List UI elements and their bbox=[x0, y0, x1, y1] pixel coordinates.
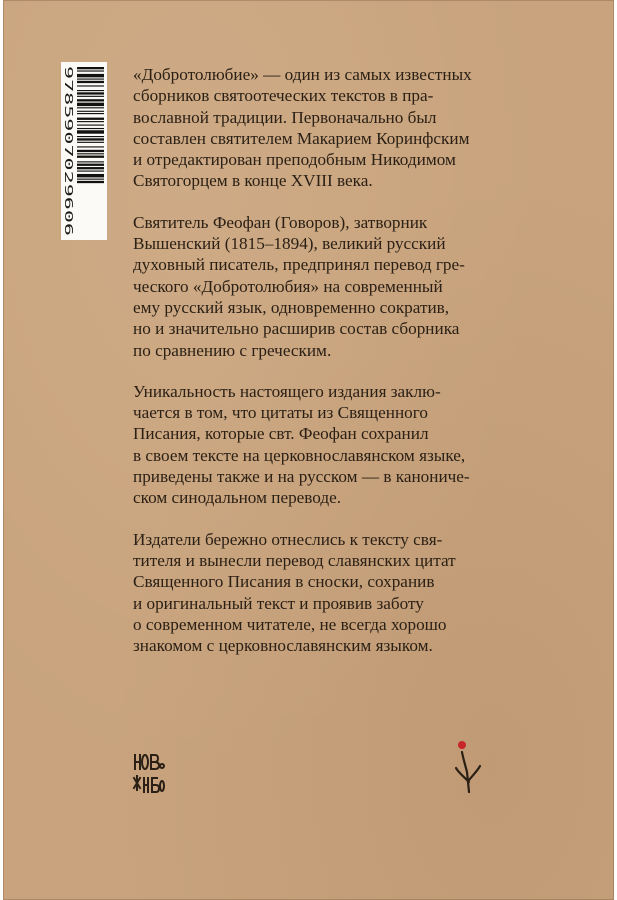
text-line: по сравнению с греческим. bbox=[133, 340, 332, 360]
text-line: Писания, которые свт. Феофан сохранил bbox=[133, 424, 429, 444]
barcode-bar bbox=[77, 179, 104, 180]
text-line: составлен святителем Макарием Коринфским bbox=[133, 128, 470, 148]
barcode-bar bbox=[77, 70, 104, 71]
barcode-bar bbox=[77, 118, 104, 120]
barcode-bar bbox=[77, 99, 104, 101]
flower-icon bbox=[449, 738, 485, 796]
text-line: знакомом с церковнославянским языком. bbox=[133, 636, 433, 656]
text-line: Священного Писания в сноски, сохранив bbox=[133, 572, 435, 592]
text-line: чается в том, что цитаты из Священного bbox=[133, 403, 428, 423]
description-text bbox=[133, 64, 563, 676]
barcode-bar bbox=[77, 128, 104, 129]
barcode-bar bbox=[77, 136, 104, 137]
book-back-cover bbox=[3, 0, 614, 900]
paragraph bbox=[133, 212, 563, 361]
text-line: «Добротолюбие» — один из самых известных bbox=[133, 65, 472, 84]
text-line: ческого «Добротолюбия» на современный bbox=[133, 276, 443, 296]
text-line: но и значительно расширив состав сборника bbox=[133, 319, 460, 339]
barcode-bar bbox=[77, 67, 104, 69]
barcode-bar bbox=[77, 90, 104, 91]
barcode-bar bbox=[77, 121, 104, 122]
text-line: духовный писатель, предпринял перевод гре- bbox=[133, 255, 465, 275]
barcode-icon bbox=[61, 62, 107, 240]
paragraph bbox=[133, 64, 563, 192]
text-line: вославной традиции. Первоначально был bbox=[133, 107, 437, 127]
barcode-bar bbox=[77, 153, 104, 154]
text-line: Издатели бережно отнеслись к тексту свя- bbox=[133, 529, 443, 549]
barcode-bar bbox=[77, 81, 104, 83]
paragraph bbox=[133, 529, 563, 657]
text-line: ему русский язык, одновременно сократив, bbox=[133, 297, 450, 317]
publisher-logo-icon bbox=[131, 752, 165, 798]
barcode-bar bbox=[77, 74, 104, 77]
barcode-bar bbox=[77, 107, 104, 108]
barcode-bar bbox=[77, 167, 104, 169]
text-line: Вышенский (1815–1894), великий русский bbox=[133, 234, 446, 254]
barcode-bar bbox=[77, 79, 104, 80]
barcode-bar bbox=[77, 146, 104, 147]
barcode-bar bbox=[77, 164, 104, 166]
barcode-bar bbox=[77, 103, 104, 106]
paragraph bbox=[133, 381, 563, 509]
text-line: сборников святоотеческих текстов в пра- bbox=[133, 86, 434, 106]
barcode-bar bbox=[77, 130, 104, 133]
barcode-bar bbox=[77, 181, 104, 183]
barcode-bar bbox=[77, 92, 104, 94]
text-line: о современном читателе, не всегда хорошо bbox=[133, 614, 447, 634]
barcode-bar bbox=[77, 161, 104, 162]
text-line: Уникальность настоящего издания заклю- bbox=[133, 381, 441, 401]
text-line: и оригинальный текст и проявив заботу bbox=[133, 593, 424, 613]
barcode-bar bbox=[77, 111, 104, 112]
text-line: ском синодальном переводе. bbox=[133, 488, 342, 508]
barcode-bar bbox=[77, 125, 104, 126]
text-line: и отредактирован преподобным Никодимом bbox=[133, 150, 456, 170]
barcode-bar bbox=[77, 171, 104, 172]
barcode-digits: 9785907029606 bbox=[62, 66, 75, 153]
text-line: Святогорцем в конце XVIII века. bbox=[133, 171, 373, 191]
barcode-bar bbox=[77, 150, 104, 152]
barcode-bar bbox=[77, 156, 104, 158]
barcode-bar bbox=[77, 85, 104, 86]
barcode bbox=[61, 62, 107, 240]
barcode-bar bbox=[77, 174, 104, 177]
barcode-bar bbox=[77, 96, 104, 97]
barcode-bar bbox=[77, 142, 104, 143]
text-line: тителя и вынесли перевод славянских цитат bbox=[133, 550, 456, 570]
barcode-bar bbox=[77, 138, 104, 140]
text-line: Святитель Феофан (Говоров), затворник bbox=[133, 212, 428, 232]
barcode-bar bbox=[77, 113, 104, 114]
text-line: приведены также и на русском — в канониче- bbox=[133, 467, 470, 487]
text-line: в своем тексте на церковнославянском языке, bbox=[133, 445, 466, 465]
